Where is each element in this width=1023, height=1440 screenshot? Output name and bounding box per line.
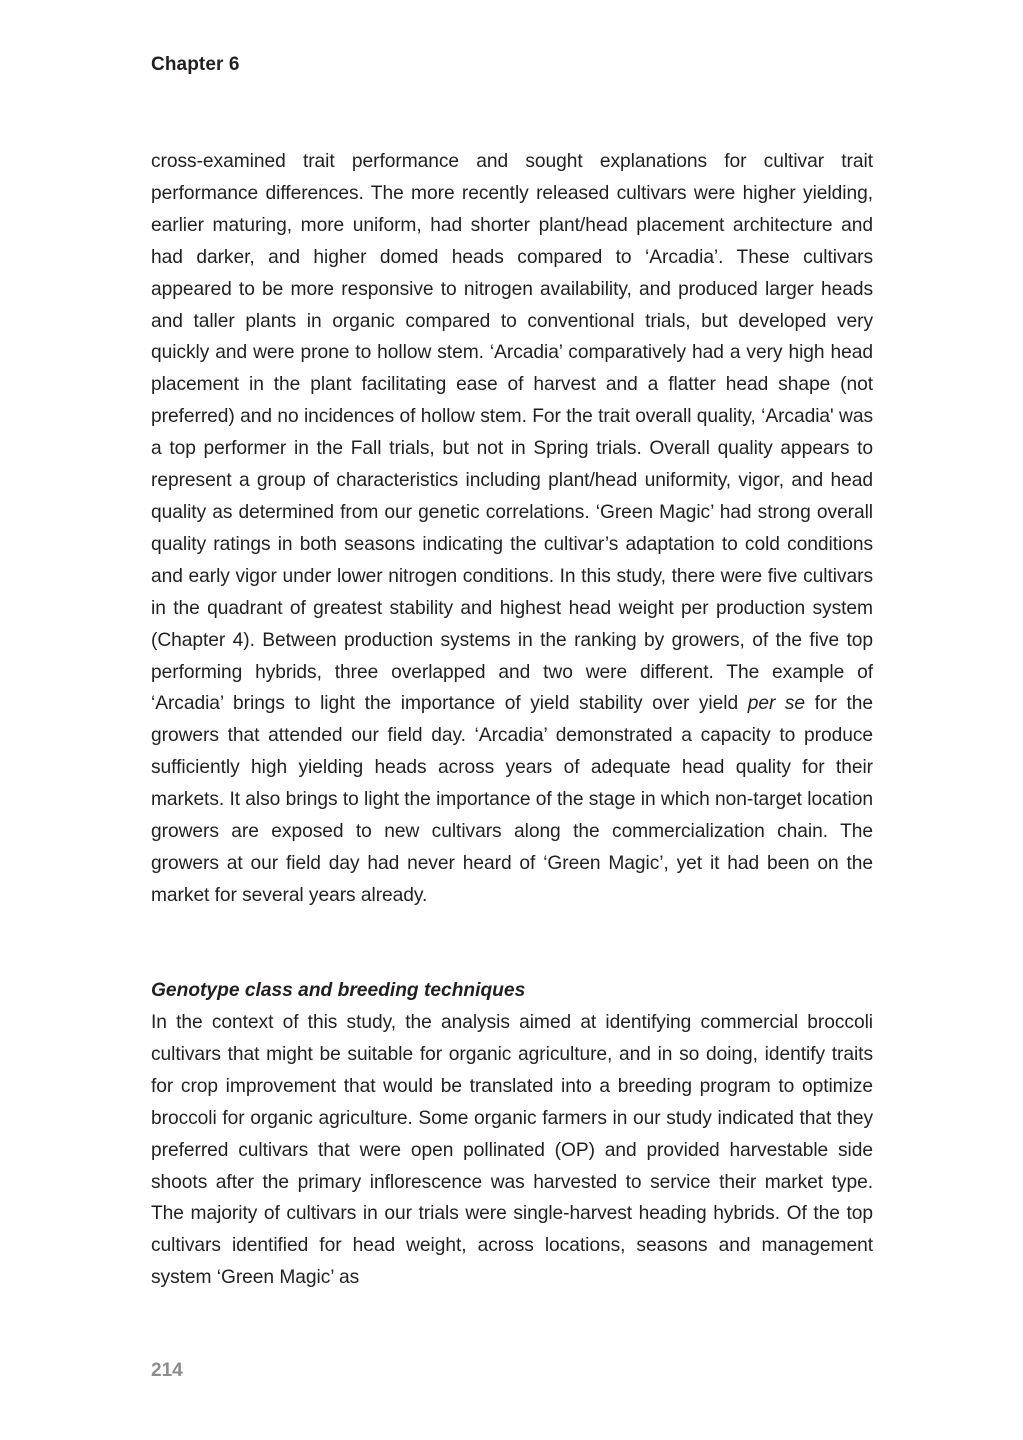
paragraph-1-text-b: for the growers that attended our field day. ‘Arcadia’ demonstrated a capacity to produce sufficiently high yielding heads across years of adequate head quality for their markets. It also brings to light the importance of the stage in which non-target location growers are exposed to new cultivars along the commercialization chain. The growers at our field day had never heard of ‘Green Magic’, yet it had been on the market for several years already. <box>151 693 874 906</box>
section-heading: Genotype class and breeding techniques <box>151 980 526 1001</box>
page-number: 214 <box>151 1360 183 1381</box>
body-paragraph-2: In the context of this study, the analysis aimed at identifying commercial broccoli cultivars that might be suitable for organic agriculture, and in so doing, identify traits for crop improvement that would be translated into a breeding program to optimize broccoli for organic agriculture. Some organic farmers in our study indicated that they preferred cultivars that were open pollinated (OP) and provided harvestable side shoots after the primary inflorescence was harvested to service their market type. The majority of cultivars in our trials were single-harvest heading hybrids. Of the top cultivars identified for head weight, across locations, seasons and management system ‘Green Magic’ as <box>151 1012 873 1289</box>
running-header-chapter: Chapter 6 <box>151 54 240 75</box>
paragraph-1-italic-term: per se <box>747 693 806 715</box>
body-paragraph-1 <box>151 146 873 912</box>
paragraph-1-text-a: cross-examined trait performance and sought explanations for cultivar trait performance differences. The more recently released cultivars were higher yielding, earlier maturing, more uniform, had shorter plant/head placement architecture and had darker, and higher domed heads compared to ‘Arcadia’. These cultivars appeared to be more responsive to nitrogen availability, and produced larger heads and taller plants in organic compared to conventional trials, but developed very quickly and were prone to hollow stem. ‘Arcadia’ comparatively had a very high head placement in the plant facilitating ease of harvest and a flatter head shape (not preferred) and no incidences of hollow stem. For the trait overall quality, ‘Arcadia' was a top performer in the Fall trials, but not in Spring trials. Overall quality appears to represent a group of characteristics including plant/head uniformity, vigor, and head quality as determined from our genetic correlations. ‘Green Magic’ had strong overall quality ratings in both seasons indicating the cultivar’s adaptation to cold conditions and early vigor under lower nitrogen conditions. In this study, there were five cultivars in the quadrant of greatest stability and highest head weight per production system (Chapter 4). Between production systems in the ranking by growers, of the five top performing hybrids, three overlapped and two were different. The example of ‘Arcadia’ brings to light the importance of yield stability over yield <box>151 151 873 715</box>
